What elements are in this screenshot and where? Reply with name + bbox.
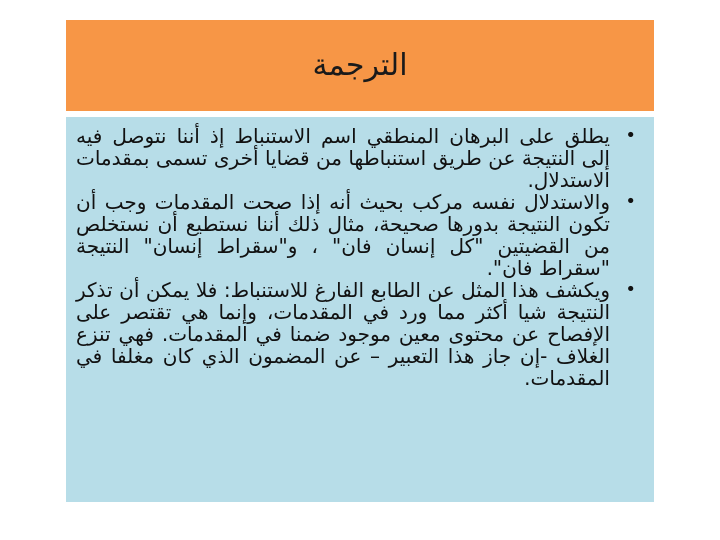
bullet-text: والاستدلال نفسه مركب بحيث أنه إذا صحت المقدمات وجب أن تكون النتيجة بدورها صحيحة، مثال ذلك أننا نستطيع أن نستخلص من القضيتين "كل إنسان فان" ، و"سقراط إنسان" النتيجة "سقراط فان". xyxy=(76,190,610,280)
slide-title: الترجمة xyxy=(312,48,408,83)
bullet-item xyxy=(76,279,636,389)
bullet-text: ويكشف هذا المثل عن الطابع الفارغ للاستنباط: فلا يمكن أن تذكر النتيجة شيا أكثر مما ورد في المقدمات، وإنما هي تقتصر على الإفصاح عن محتوى معين موجود ضمنا في المقدمات. فهي تنزع الغلاف -إن جاز هذا التعبير – عن المضمون الذي كان مغلفا في المقدمات. xyxy=(76,278,610,390)
slide-content xyxy=(66,117,654,502)
bullet-icon: • xyxy=(625,279,636,300)
bullet-icon: • xyxy=(625,125,636,146)
slide-title-bar xyxy=(66,20,654,111)
bullet-icon: • xyxy=(625,191,636,212)
bullet-item xyxy=(76,191,636,279)
bullet-text: يطلق على البرهان المنطقي اسم الاستنباط إذ أننا نتوصل فيه إلى النتيجة عن طريق استنباطها من قضايا أخرى تسمى بمقدمات الاستدلال. xyxy=(76,124,610,192)
bullet-list xyxy=(76,125,636,389)
bullet-item xyxy=(76,125,636,191)
